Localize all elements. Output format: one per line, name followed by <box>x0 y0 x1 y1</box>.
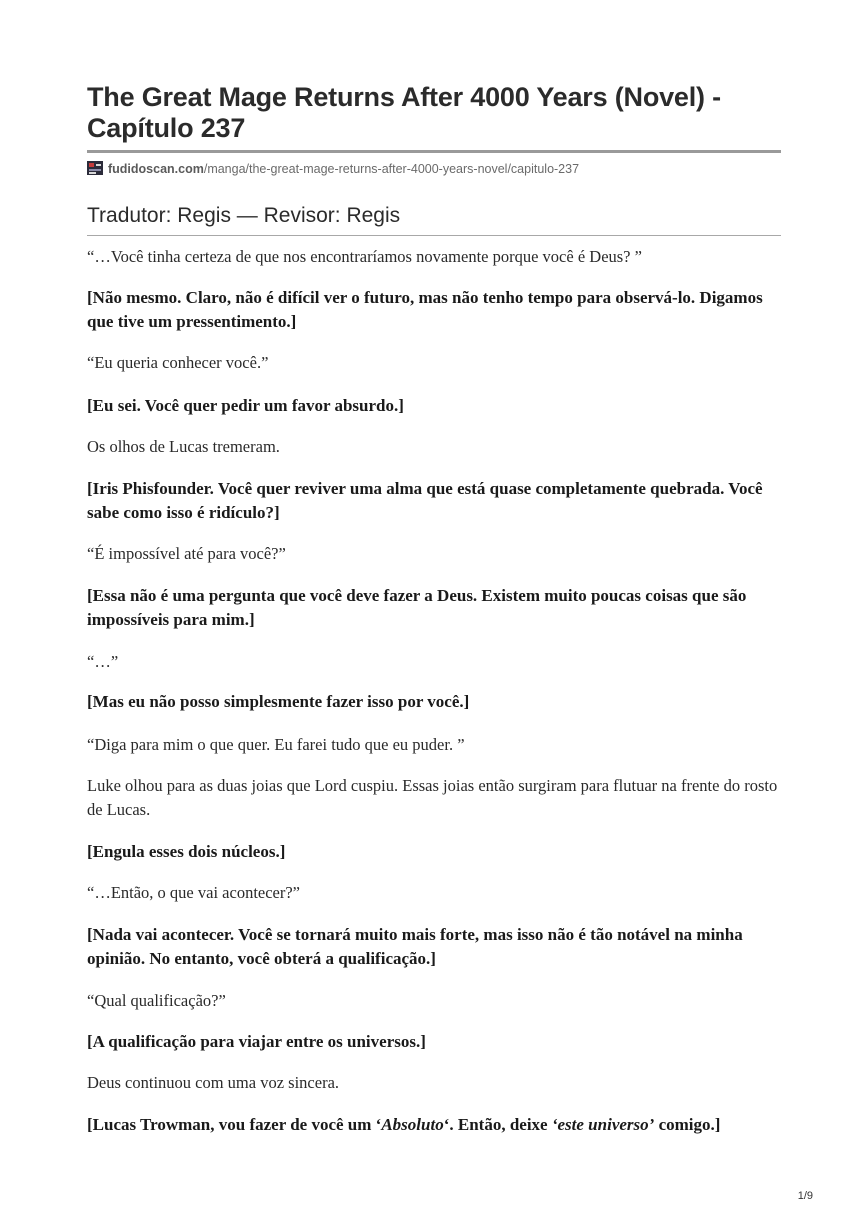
paragraph: “…Você tinha certeza de que nos encontraríamos novamente porque você é Deus? ” <box>87 247 642 266</box>
paragraph: [Essa não é uma pergunta que você deve fazer a Deus. Existem muito poucas coisas que são impossíveis para mim.] <box>87 586 747 629</box>
emphasis: ‘este universo’ <box>551 1115 655 1134</box>
paragraph: Deus continuou com uma voz sincera. <box>87 1073 340 1092</box>
source-domain[interactable]: fudidoscan.com <box>108 162 204 176</box>
paragraph: “…Então, o que vai acontecer?” <box>87 883 301 902</box>
credits-heading: Tradutor: Regis — Revisor: Regis <box>87 204 401 227</box>
paragraph-final <box>87 1113 781 1137</box>
source-line <box>87 160 781 178</box>
paragraph: Luke olhou para as duas joias que Lord cuspiu. Essas joias então surgiram para flutuar na frente do rosto de Lucas. <box>87 776 778 819</box>
paragraph: “…” <box>87 652 119 671</box>
paragraph: [A qualificação para viajar entre os universos.] <box>87 1032 426 1051</box>
paragraph: [Iris Phisfounder. Você quer reviver uma alma que está quase completamente quebrada. Você sabe como isso é ridículo?] <box>87 479 763 522</box>
page-number: 1/9 <box>797 1190 813 1202</box>
paragraph: “Diga para mim o que quer. Eu farei tudo que eu puder. ” <box>87 735 465 754</box>
credits-divider <box>87 235 781 236</box>
paragraph: [Nada vai acontecer. Você se tornará muito mais forte, mas isso não é tão notável na minha opinião. No entanto, você obterá a qualificação.] <box>87 925 743 968</box>
paragraph: Os olhos de Lucas tremeram. <box>87 437 280 456</box>
text-span: [Lucas Trowman, vou fazer de você um ‘ <box>87 1115 382 1134</box>
paragraph: [Eu sei. Você quer pedir um favor absurdo.] <box>87 396 404 415</box>
site-favicon-icon <box>87 161 103 175</box>
source-path[interactable]: /manga/the-great-mage-returns-after-4000-years-novel/capitulo-237 <box>203 162 580 176</box>
paragraph: “É impossível até para você?” <box>87 544 286 563</box>
paragraph: [Não mesmo. Claro, não é difícil ver o futuro, mas não tenho tempo para observá-lo. Digamos que tive um pressentimento.] <box>87 288 763 331</box>
page-title: The Great Mage Returns After 4000 Years (Novel) - Capítulo 237 <box>87 82 721 143</box>
paragraph: “Qual qualificação?” <box>87 991 226 1010</box>
text-span: ‘. Então, deixe <box>443 1115 552 1134</box>
paragraph: [Engula esses dois núcleos.] <box>87 842 286 861</box>
paragraph: “Eu queria conhecer você.” <box>87 353 269 372</box>
text-span: comigo.] <box>654 1115 721 1134</box>
title-divider <box>87 150 781 153</box>
paragraph: [Mas eu não posso simplesmente fazer isso por você.] <box>87 692 470 711</box>
emphasis: Absoluto <box>381 1115 444 1134</box>
